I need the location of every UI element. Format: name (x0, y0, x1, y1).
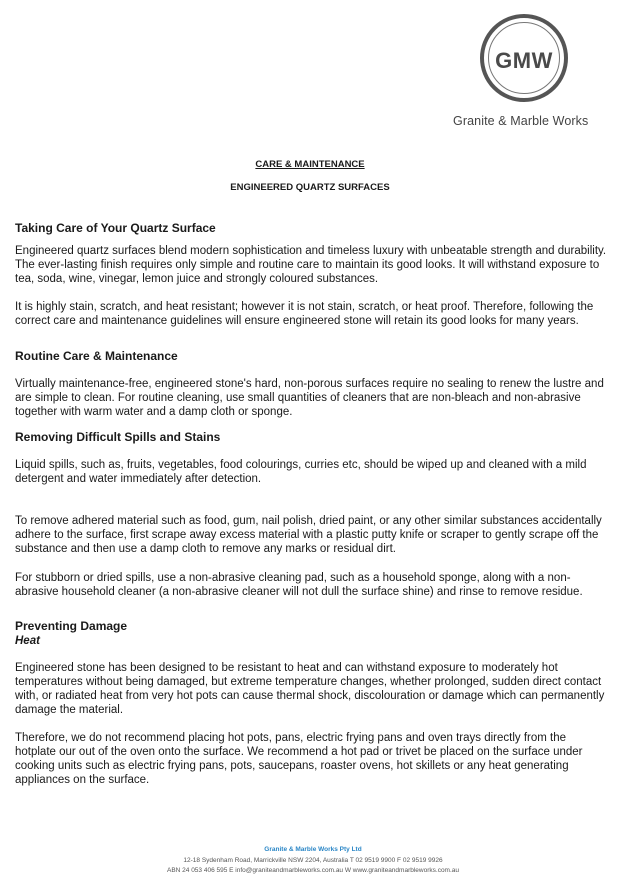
logo-mark: GMW (495, 48, 553, 73)
document-title: CARE & MAINTENANCE (255, 159, 365, 170)
paragraph: Virtually maintenance-free, engineered stone's hard, non-porous surfaces require no sealing to renew the lustre and are simple to clean. For routine cleaning, use small quantities of cleaners that are non-bleach and non-abrasive together with warm water and a damp cloth or sponge. (15, 378, 604, 418)
footer-address: 12-18 Sydenham Road, Marrickville NSW 2204, Australia T 02 9519 9900 F 02 9519 9926 (183, 857, 443, 864)
section-heading-spills: Removing Difficult Spills and Stains (15, 430, 221, 444)
paragraph: Engineered stone has been designed to be resistant to heat and can withstand exposure to moderately hot temperatures without being damaged, but extreme temperature changes, whether prolonged, sudden direct contact with, or radiated heat from very hot pots can cause thermal shock, discolouration or damage which can permanently damage the material. (15, 662, 605, 716)
subheading-heat: Heat (15, 635, 40, 647)
paragraph: Engineered quartz surfaces blend modern sophistication and timeless luxury with unbeatable strength and durability. The ever-lasting finish requires only simple and routine care to maintain its good looks. It will withstand exposure to tea, soda, wine, vinegar, lemon juice and strongly coloured substances. (15, 245, 607, 285)
section-heading-damage: Preventing Damage (15, 619, 128, 633)
logo-company-name: Granite & Marble Works (453, 114, 589, 128)
document-body (15, 221, 610, 787)
paragraph: For stubborn or dried spills, use a non-abrasive cleaning pad, such as a household sponge, along with a non-abrasive household cleaner (a non-abrasive cleaner will not dull the surface shine) and rinse to remove residue. (15, 572, 583, 598)
paragraph: Liquid spills, such as, fruits, vegetables, food colourings, curries etc, should be wiped up and cleaned with a mild detergent and water immediately after detection. (15, 459, 587, 485)
footer-contact: ABN 24 053 406 595 E info@graniteandmarbleworks.com.au W www.graniteandmarbleworks.com.au (166, 867, 460, 874)
paragraph: It is highly stain, scratch, and heat resistant; however it is not stain, scratch, or heat proof. Therefore, following the correct care and maintenance guidelines will ensure engineered stone will retain its good looks for many years. (15, 301, 594, 327)
logo-circle (480, 14, 568, 102)
section-heading-taking-care: Taking Care of Your Quartz Surface (15, 221, 216, 235)
paragraph: To remove adhered material such as food, gum, nail polish, dried paint, or any other similar substances accidentally adhere to the surface, first scrape away excess material with a plastic putty knife or scraper to gently scrape off the substance and then use a damp cloth to remove any marks or residual dirt. (15, 515, 602, 555)
document-subtitle: ENGINEERED QUARTZ SURFACES (230, 182, 390, 193)
paragraph: Therefore, we do not recommend placing hot pots, pans, electric frying pans and oven trays directly from the hotplate our out of the oven onto the surface. We recommend a hot pad or trivet be placed on the surface under cooking units such as electric frying pans, pots, saucepans, roaster ovens, hot skillets or any heat generating appliances on the surface. (15, 732, 583, 786)
footer-company: Granite & Marble Works Pty Ltd (264, 846, 362, 853)
section-heading-routine: Routine Care & Maintenance (15, 349, 178, 363)
